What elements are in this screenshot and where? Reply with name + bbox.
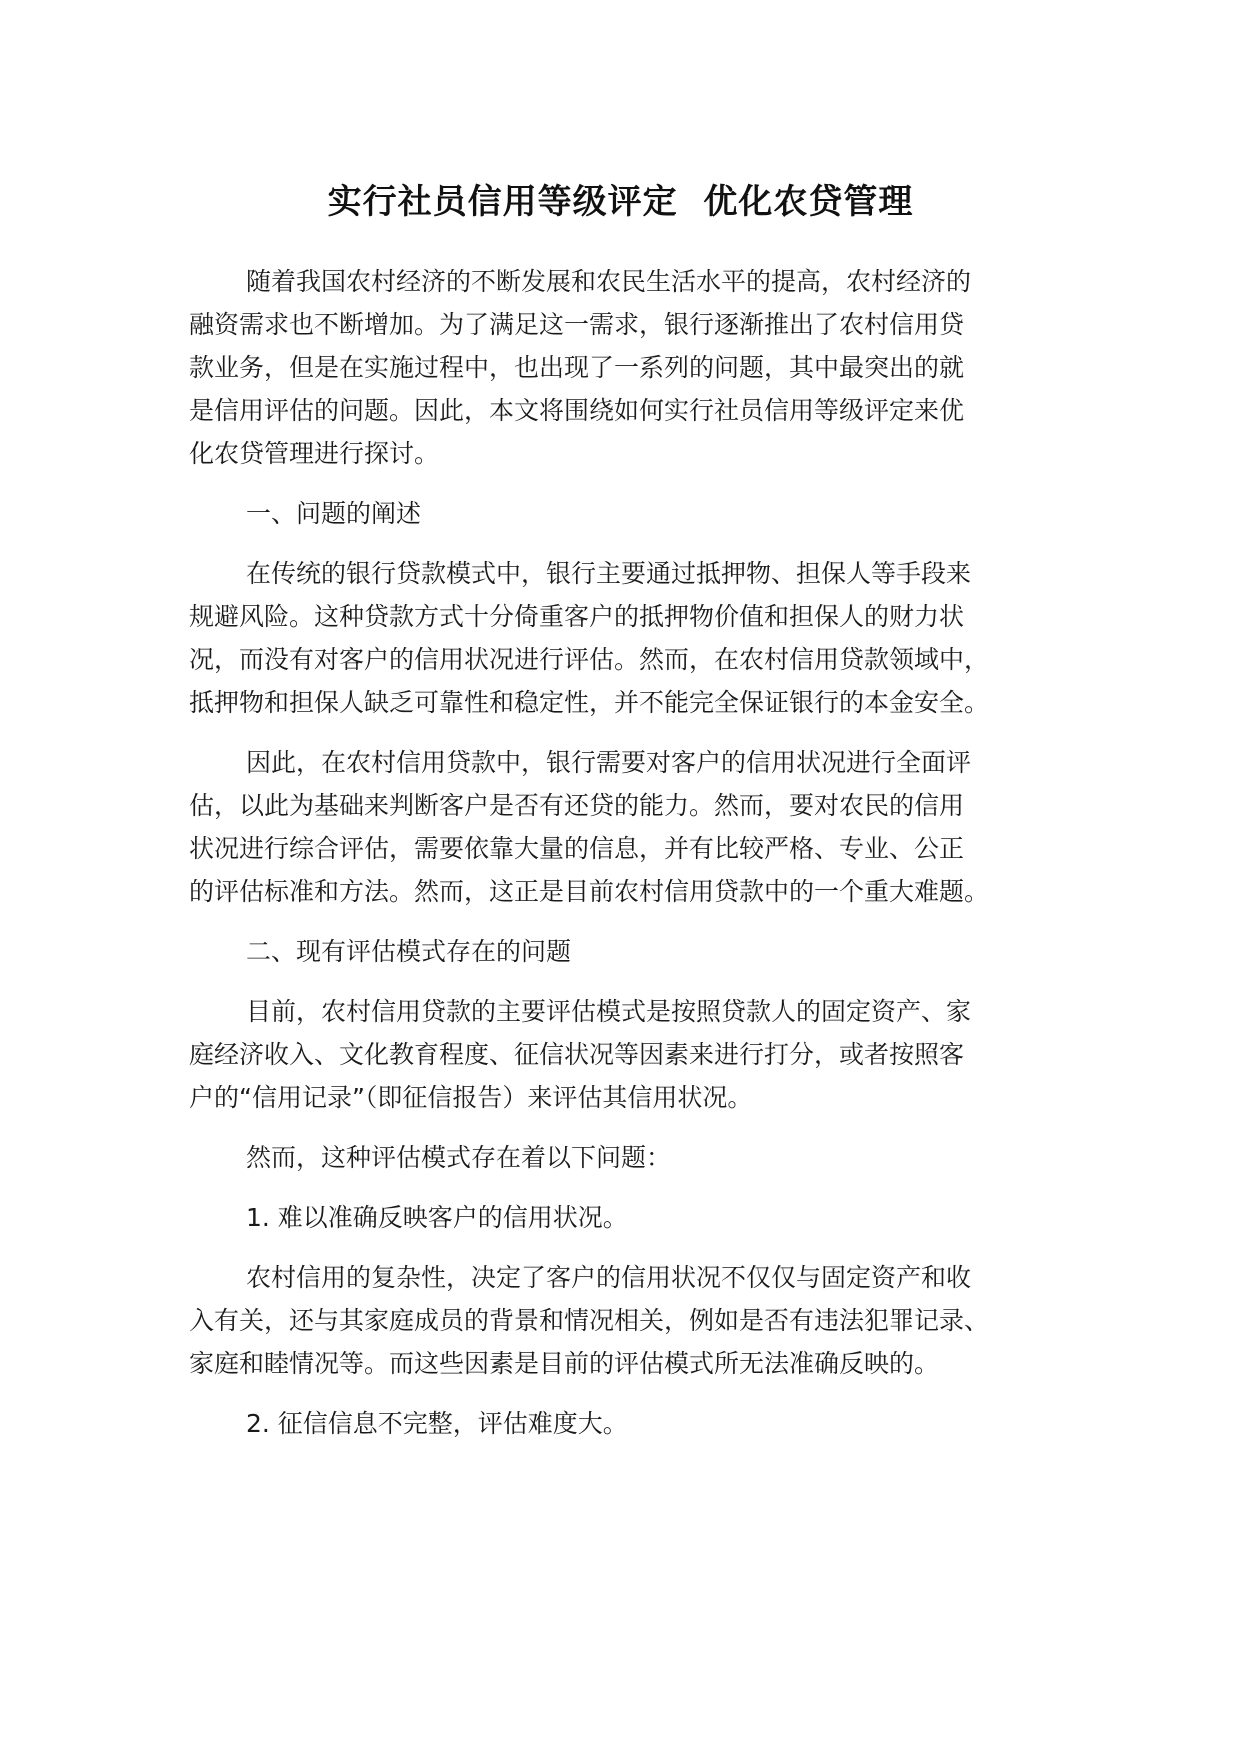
paragraph-line: 是信用评估的问题。因此，本文将围绕如何实行社员信用等级评定来优 — [189, 396, 965, 425]
paragraph-line: 入有关，还与其家庭成员的背景和情况相关，例如是否有违法犯罪记录、 — [189, 1306, 990, 1335]
section-heading: 一、问题的阐述 — [246, 499, 422, 528]
paragraph-line: 的评估标准和方法。然而，这正是目前农村信用贷款中的一个重大难题。 — [189, 877, 990, 906]
paragraph-line: 抵押物和担保人缺乏可靠性和稳定性，并不能完全保证银行的本金安全。 — [189, 688, 990, 717]
paragraph-line: 户的“信用记录”（即征信报告）来评估其信用状况。 — [189, 1083, 753, 1112]
paragraph-line: 庭经济收入、文化教育程度、征信状况等因素来进行打分，或者按照客 — [189, 1040, 965, 1069]
paragraph-line: 农村信用的复杂性，决定了客户的信用状况不仅仅与固定资产和收 — [246, 1263, 972, 1292]
paragraph-line: 融资需求也不断增加。为了满足这一需求，银行逐渐推出了农村信用贷 — [189, 310, 965, 339]
paragraph-line: 然而，这种评估模式存在着以下问题： — [246, 1143, 672, 1172]
paragraph-line: 因此，在农村信用贷款中，银行需要对客户的信用状况进行全面评 — [246, 748, 972, 777]
paragraph-line: 化农贷管理进行探讨。 — [189, 439, 440, 468]
paragraph-line: 目前，农村信用贷款的主要评估模式是按照贷款人的固定资产、家 — [246, 997, 972, 1026]
paragraph-line: 况，而没有对客户的信用状况进行评估。然而，在农村信用贷款领域中， — [189, 645, 990, 674]
paragraph-line: 随着我国农村经济的不断发展和农民生活水平的提高，农村经济的 — [246, 267, 972, 296]
section-heading: 二、现有评估模式存在的问题 — [246, 937, 572, 966]
paragraph-line: 状况进行综合评估，需要依靠大量的信息，并有比较严格、专业、公正 — [189, 834, 965, 863]
paragraph-line: 家庭和睦情况等。而这些因素是目前的评估模式所无法准确反映的。 — [189, 1349, 940, 1378]
paragraph-line: 款业务，但是在实施过程中，也出现了一系列的问题，其中最突出的就 — [189, 353, 965, 382]
paragraph-line: 估，以此为基础来判断客户是否有还贷的能力。然而，要对农民的信用 — [189, 791, 965, 820]
document-title: 实行社员信用等级评定 优化农贷管理 — [327, 182, 914, 222]
list-item: 1. 难以准确反映客户的信用状况。 — [246, 1203, 628, 1232]
paragraph-line: 在传统的银行贷款模式中，银行主要通过抵押物、担保人等手段来 — [246, 559, 972, 588]
paragraph-line: 规避风险。这种贷款方式十分倚重客户的抵押物价值和担保人的财力状 — [189, 602, 965, 631]
list-item: 2. 征信信息不完整，评估难度大。 — [246, 1409, 628, 1438]
